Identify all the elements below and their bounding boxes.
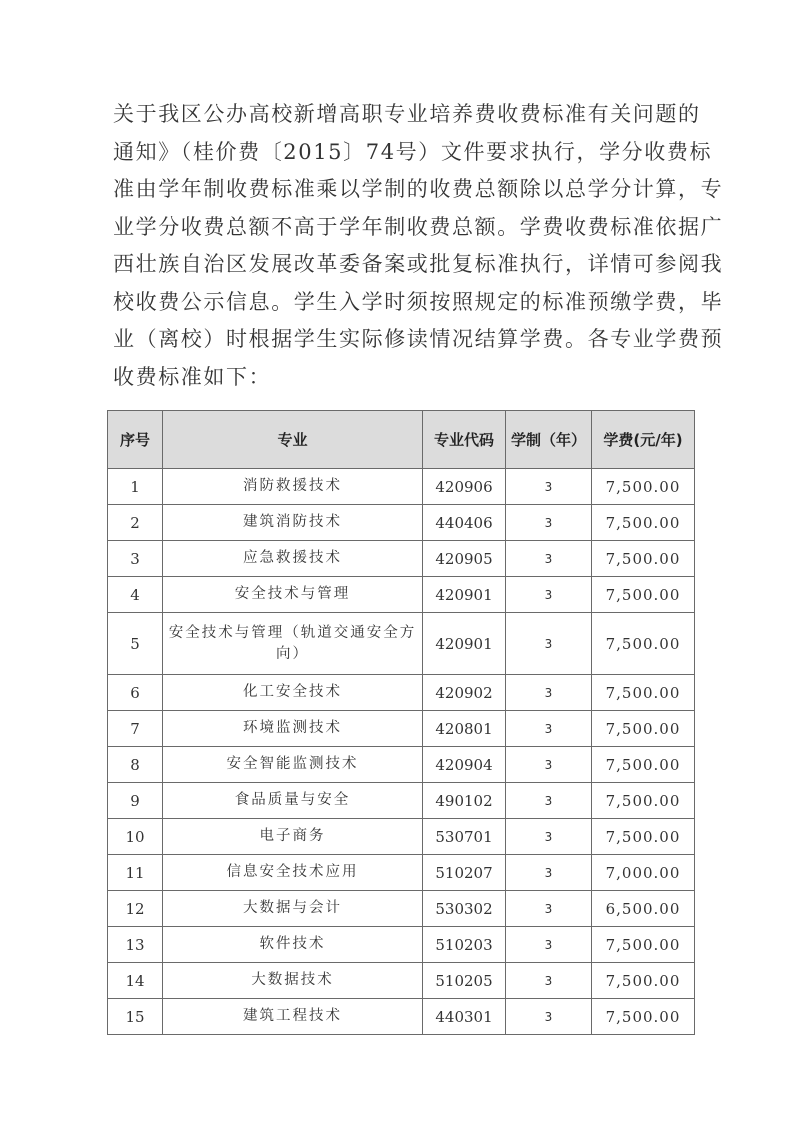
cell-no: 6 xyxy=(108,675,163,711)
cell-fee: 7,500.00 xyxy=(592,541,695,577)
cell-fee: 7,500.00 xyxy=(592,469,695,505)
tuition-fee-table xyxy=(107,410,695,1035)
cell-major: 安全技术与管理（轨道交通安全方向） xyxy=(163,613,423,675)
cell-major: 食品质量与安全 xyxy=(163,783,423,819)
cell-fee: 7,500.00 xyxy=(592,675,695,711)
cell-no: 8 xyxy=(108,747,163,783)
paragraph-line: 业（离校）时根据学生实际修读情况结算学费。各专业学费预 xyxy=(113,327,724,351)
table-row xyxy=(108,469,695,505)
header-major: 专业 xyxy=(163,411,423,469)
cell-fee: 7,500.00 xyxy=(592,577,695,613)
cell-fee: 7,500.00 xyxy=(592,613,695,675)
cell-code: 420901 xyxy=(423,613,506,675)
cell-code: 530701 xyxy=(423,819,506,855)
cell-years: 3 xyxy=(506,675,592,711)
cell-fee: 7,500.00 xyxy=(592,711,695,747)
cell-years: 3 xyxy=(506,747,592,783)
cell-code: 420904 xyxy=(423,747,506,783)
cell-no: 9 xyxy=(108,783,163,819)
cell-fee: 7,500.00 xyxy=(592,505,695,541)
cell-major: 软件技术 xyxy=(163,927,423,963)
cell-no: 14 xyxy=(108,963,163,999)
cell-code: 420902 xyxy=(423,675,506,711)
cell-no: 13 xyxy=(108,927,163,963)
cell-fee: 7,500.00 xyxy=(592,927,695,963)
cell-major: 信息安全技术应用 xyxy=(163,855,423,891)
cell-years: 3 xyxy=(506,505,592,541)
cell-fee: 7,000.00 xyxy=(592,855,695,891)
cell-major: 电子商务 xyxy=(163,819,423,855)
cell-major: 消防救援技术 xyxy=(163,469,423,505)
header-years: 学制（年） xyxy=(506,411,592,469)
cell-code: 420901 xyxy=(423,577,506,613)
cell-major: 应急救援技术 xyxy=(163,541,423,577)
table-row xyxy=(108,963,695,999)
cell-code: 510203 xyxy=(423,927,506,963)
cell-code: 510205 xyxy=(423,963,506,999)
cell-years: 3 xyxy=(506,819,592,855)
table-row xyxy=(108,711,695,747)
cell-fee: 7,500.00 xyxy=(592,963,695,999)
table-row xyxy=(108,613,695,675)
cell-major: 安全智能监测技术 xyxy=(163,747,423,783)
cell-code: 530302 xyxy=(423,891,506,927)
paragraph-line: 业学分收费总额不高于学年制收费总额。学费收费标准依据广 xyxy=(113,214,724,239)
header-code: 专业代码 xyxy=(423,411,506,469)
table-row xyxy=(108,819,695,855)
cell-major: 大数据与会计 xyxy=(163,891,423,927)
header-fee: 学费(元/年) xyxy=(592,411,695,469)
cell-no: 12 xyxy=(108,891,163,927)
cell-years: 3 xyxy=(506,999,592,1035)
cell-no: 4 xyxy=(108,577,163,613)
cell-no: 3 xyxy=(108,541,163,577)
cell-major: 建筑消防技术 xyxy=(163,505,423,541)
table-row xyxy=(108,747,695,783)
cell-years: 3 xyxy=(506,577,592,613)
cell-major: 安全技术与管理 xyxy=(163,577,423,613)
cell-years: 3 xyxy=(506,855,592,891)
cell-no: 7 xyxy=(108,711,163,747)
table-header-row xyxy=(108,411,695,469)
paragraph-line: 通知》（桂价费〔2015〕74号）文件要求执行，学分收费标 xyxy=(113,139,713,164)
table-row xyxy=(108,891,695,927)
table-row xyxy=(108,675,695,711)
cell-code: 510207 xyxy=(423,855,506,891)
table-body xyxy=(108,469,695,1035)
cell-no: 15 xyxy=(108,999,163,1035)
cell-no: 1 xyxy=(108,469,163,505)
cell-no: 2 xyxy=(108,505,163,541)
cell-code: 420905 xyxy=(423,541,506,577)
cell-no: 10 xyxy=(108,819,163,855)
cell-major: 化工安全技术 xyxy=(163,675,423,711)
cell-years: 3 xyxy=(506,963,592,999)
cell-fee: 7,500.00 xyxy=(592,783,695,819)
cell-years: 3 xyxy=(506,541,592,577)
cell-code: 440301 xyxy=(423,999,506,1035)
paragraph-line: 收费标准如下： xyxy=(113,364,272,389)
cell-fee: 7,500.00 xyxy=(592,819,695,855)
cell-years: 3 xyxy=(506,469,592,505)
intro-paragraph xyxy=(113,96,724,396)
cell-code: 440406 xyxy=(423,505,506,541)
cell-years: 3 xyxy=(506,783,592,819)
cell-fee: 7,500.00 xyxy=(592,999,695,1035)
table-row xyxy=(108,927,695,963)
cell-no: 5 xyxy=(108,613,163,675)
cell-years: 3 xyxy=(506,613,592,675)
cell-major: 建筑工程技术 xyxy=(163,999,423,1035)
table-row xyxy=(108,577,695,613)
cell-years: 3 xyxy=(506,891,592,927)
cell-years: 3 xyxy=(506,927,592,963)
cell-major: 大数据技术 xyxy=(163,963,423,999)
header-no: 序号 xyxy=(108,411,163,469)
paragraph-line: 西壮族自治区发展改革委备案或批复标准执行，详情可参阅我 xyxy=(113,252,724,276)
table-row xyxy=(108,505,695,541)
table-row xyxy=(108,783,695,819)
cell-years: 3 xyxy=(506,711,592,747)
cell-code: 490102 xyxy=(423,783,506,819)
cell-fee: 6,500.00 xyxy=(592,891,695,927)
cell-no: 11 xyxy=(108,855,163,891)
table-row xyxy=(108,999,695,1035)
paragraph-line: 准由学年制收费标准乘以学制的收费总额除以总学分计算，专 xyxy=(113,177,724,201)
paragraph-line: 关于我区公办高校新增高职专业培养费收费标准有关问题的 xyxy=(113,102,701,126)
table-row xyxy=(108,855,695,891)
cell-code: 420801 xyxy=(423,711,506,747)
cell-fee: 7,500.00 xyxy=(592,747,695,783)
paragraph-line: 校收费公示信息。学生入学时须按照规定的标准预缴学费，毕 xyxy=(113,289,724,314)
cell-code: 420906 xyxy=(423,469,506,505)
cell-major: 环境监测技术 xyxy=(163,711,423,747)
table-row xyxy=(108,541,695,577)
